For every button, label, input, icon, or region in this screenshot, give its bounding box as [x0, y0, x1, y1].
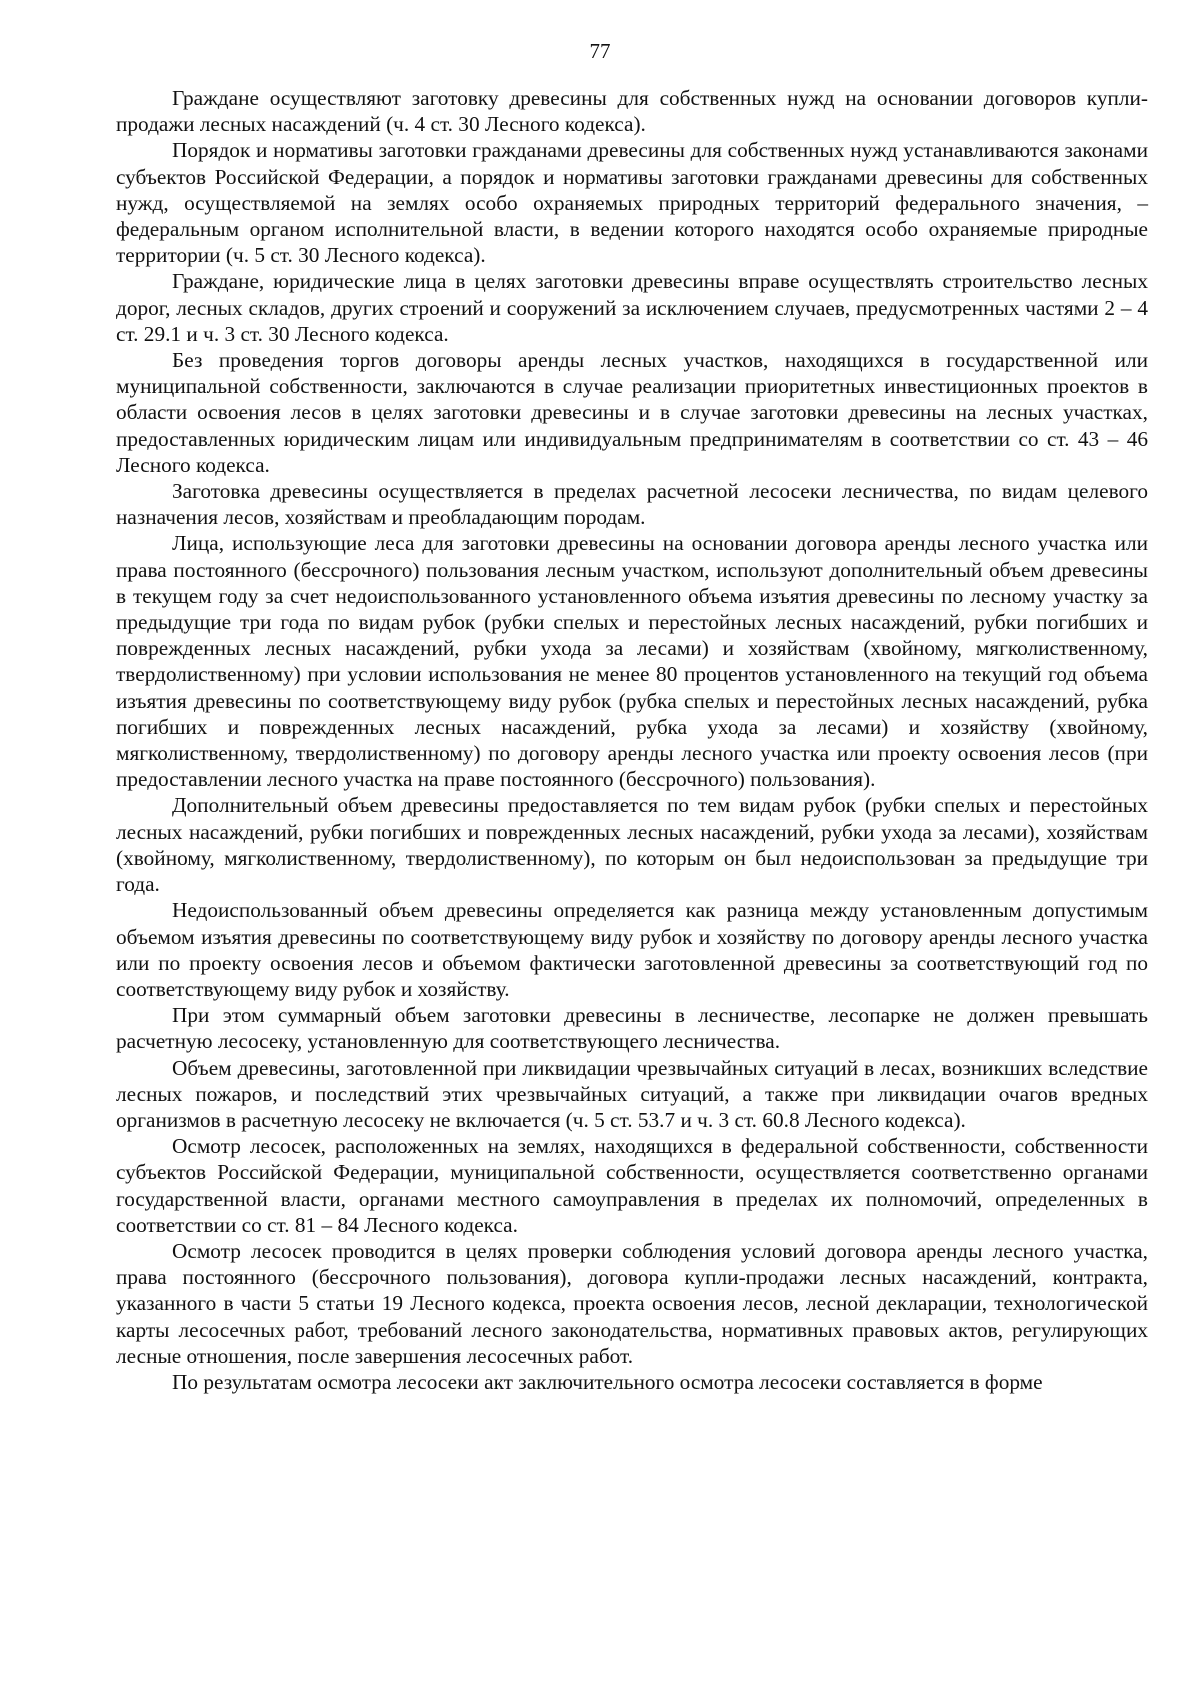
paragraph-12: Осмотр лесосек проводится в целях проверки соблюдения условий договора аренды лесного участка, права постоянного (бессрочного пользования), договора купли-продажи лесных насаждений, контракта, указанного в части 5 статьи 19 Лесного кодекса, проекта освоения лесов, лесной декларации, технологической карты лесосечных работ, требований лесного законодательства, нормативных правовых актов, регулирующих лесные отношения, после завершения лесосечных работ.	[116, 1238, 1148, 1368]
paragraph-13: По результатам осмотра лесосеки акт заключительного осмотра лесосеки составляется в форме	[172, 1369, 1043, 1394]
page-number: 77	[589, 39, 611, 63]
paragraph-11: Осмотр лесосек, расположенных на землях, находящихся в федеральной собственности, собственности субъектов Российской Федерации, муниципальной собственности, осуществляется соответственно органами государственной власти, органами местного самоуправления в пределах их полномочий, определенных в соответствии со ст. 81 – 84 Лесного кодекса.	[116, 1134, 1148, 1237]
paragraph-2: Порядок и нормативы заготовки гражданами древесины для собственных нужд устанавливаются законами субъектов Российской Федерации, а порядок и нормативы заготовки гражданами древесины для собственных нужд, осуществляемой на землях особо охраняемых природных территорий федерального значения, – федеральным органом исполнительной власти, в ведении которого находятся особо охраняемые природные территории (ч. 5 ст. 30 Лесного кодекса).	[116, 138, 1148, 268]
paragraph-8: Недоиспользованный объем древесины определяется как разница между установленным допустимым объемом изъятия древесины по соответствующему виду рубок и хозяйству по договору аренды лесного участка или по проекту освоения лесов и объемом фактически заготовленной древесины за соответствующий год по соответствующему виду рубок и хозяйству.	[116, 898, 1148, 1001]
paragraph-9: При этом суммарный объем заготовки древесины в лесничестве, лесопарке не должен превышать расчетную лесосеку, установленную для соответствующего лесничества.	[116, 1003, 1148, 1054]
paragraph-7: Дополнительный объем древесины предоставляется по тем видам рубок (рубки спелых и перестойных лесных насаждений, рубки погибших и поврежденных лесных насаждений, рубки ухода за лесами), хозяйствам (хвойному, мягколиственному, твердолиственному), по которым он был недоиспользован за предыдущие три года.	[116, 793, 1148, 897]
paragraph-6: Лица, использующие леса для заготовки древесины на основании договора аренды лесного участка или права постоянного (бессрочного) пользования лесным участком, используют дополнительный объем древесины в текущем году за счет недоиспользованного установленного объема изъятия древесины по лесному участку за предыдущие три года по видам рубок (рубки спелых и перестойных лесных насаждений, рубки погибших и поврежденных лесных насаждений, рубки ухода за лесами) и хозяйствам (хвойному, мягколиственному, твердолиственному) при условии использования не менее 80 процентов установленного на текущий год объема изъятия древесины по соответствующему виду рубок (рубка спелых и перестойных лесных насаждений, рубка погибших и поврежденных лесных насаждений, рубка ухода за лесами) и хозяйству (хвойному, мягколиственному, твердолиственному) по договору аренды лесного участка или проекту освоения лесов (при предоставлении лесного участка на праве постоянного (бессрочного) пользования).	[116, 531, 1148, 792]
paragraph-4: Без проведения торгов договоры аренды лесных участков, находящихся в государственной или муниципальной собственности, заключаются в случае реализации приоритетных инвестиционных проектов в области освоения лесов в целях заготовки древесины и в случае заготовки древесины на лесных участках, предоставленных юридическим лицам или индивидуальным предпринимателям в соответствии со ст. 43 – 46 Лесного кодекса.	[116, 348, 1148, 477]
paragraph-5: Заготовка древесины осуществляется в пределах расчетной лесосеки лесничества, по видам целевого назначения лесов, хозяйствам и преобладающим породам.	[116, 479, 1148, 530]
paragraph-1: Граждане осуществляют заготовку древесины для собственных нужд на основании договоров купли-продажи лесных насаждений (ч. 4 ст. 30 Лесного кодекса).	[116, 86, 1148, 137]
paragraph-10: Объем древесины, заготовленной при ликвидации чрезвычайных ситуаций в лесах, возникших вследствие лесных пожаров, и последствий этих чрезвычайных ситуаций, а также при ликвидации очагов вредных организмов в расчетную лесосеку не включается (ч. 5 ст. 53.7 и ч. 3 ст. 60.8 Лесного кодекса).	[116, 1055, 1148, 1132]
document-body	[116, 85, 1148, 1395]
paragraph-3: Граждане, юридические лица в целях заготовки древесины вправе осуществлять строительство лесных дорог, лесных складов, других строений и сооружений за исключением случаев, предусмотренных частями 2 – 4 ст. 29.1 и ч. 3 ст. 30 Лесного кодекса.	[116, 269, 1148, 346]
